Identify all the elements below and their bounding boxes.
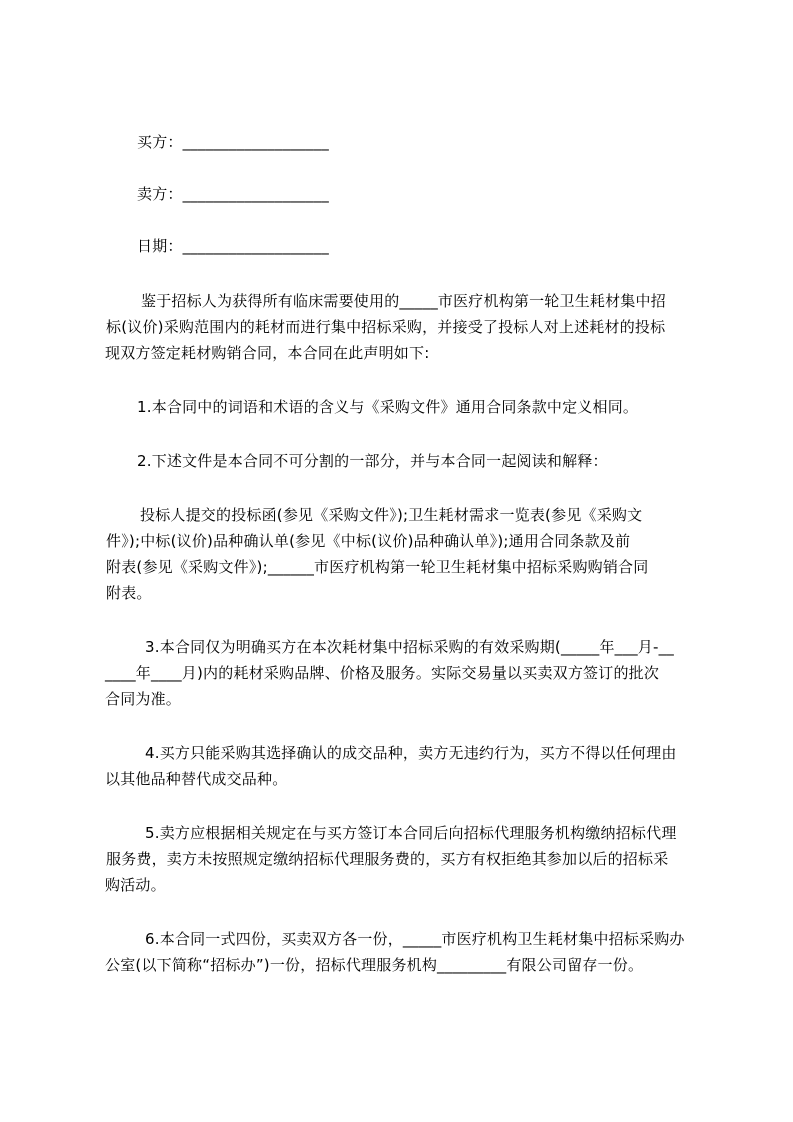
documents-line: 件》);中标(议价)品种确认单(参见《中标(议价)品种确认单》);通用合同条款及前 (106, 532, 631, 550)
clause-5-line: 5.卖方应根据相关规定在与买方签订本合同后向招标代理服务机构缴纳招标代理 (145, 824, 677, 842)
seller-field: 卖方：___________________ (137, 185, 329, 203)
preamble-line: 鉴于招标人为获得所有临床需要使用的_____市医疗机构第一轮卫生耗材集中招 (141, 292, 666, 310)
clause-4-line: 以其他品种替代成交品种。 (105, 770, 288, 788)
preamble-line: 现双方签定耗材购销合同，本合同在此声明如下: (105, 344, 430, 362)
clause-6-line: 6.本合同一式四份，买卖双方各一份，_____市医疗机构卫生耗材集中招标采购办 (145, 930, 685, 948)
clause-5-line: 购活动。 (105, 876, 166, 894)
clause-3-line: 合同为准。 (105, 690, 182, 708)
clause-1: 1.本合同中的词语和术语的含义与《采购文件》通用合同条款中定义相同。 (137, 398, 639, 416)
preamble-line: 标(议价)采购范围内的耗材而进行集中招标采购，并接受了投标人对上述耗材的投标 (106, 318, 666, 336)
documents-line: 附表。 (106, 584, 152, 602)
clause-6-line: 公室(以下简称“招标办”)一份，招标代理服务机构_________有限公司留存一份。 (105, 956, 644, 974)
buyer-field: 买方：___________________ (137, 133, 329, 151)
documents-line: 投标人提交的投标函(参见《采购文件》);卫生耗材需求一览表(参见《采购文 (140, 506, 643, 524)
date-field: 日期：___________________ (137, 237, 329, 255)
clause-2: 2.下述文件是本合同不可分割的一部分，并与本合同一起阅读和解释： (137, 452, 608, 470)
clause-3-line: 3.本合同仅为明确买方在本次耗材集中招标采购的有效采购期(_____年___月-__ (145, 638, 674, 656)
clause-3-line: ____年____月)内的耗材采购品牌、价格及服务。实际交易量以买卖双方签订的批次 (105, 664, 660, 682)
clause-5-line: 服务费，卖方未按照规定缴纳招标代理服务费的，买方有权拒绝其参加以后的招标采 (106, 850, 669, 868)
clause-4-line: 4.买方只能采购其选择确认的成交品种，卖方无违约行为，买方不得以任何理由 (145, 744, 677, 762)
documents-line: 附表(参见《采购文件》);______市医疗机构第一轮卫生耗材集中招标采购购销合同 (106, 558, 649, 576)
